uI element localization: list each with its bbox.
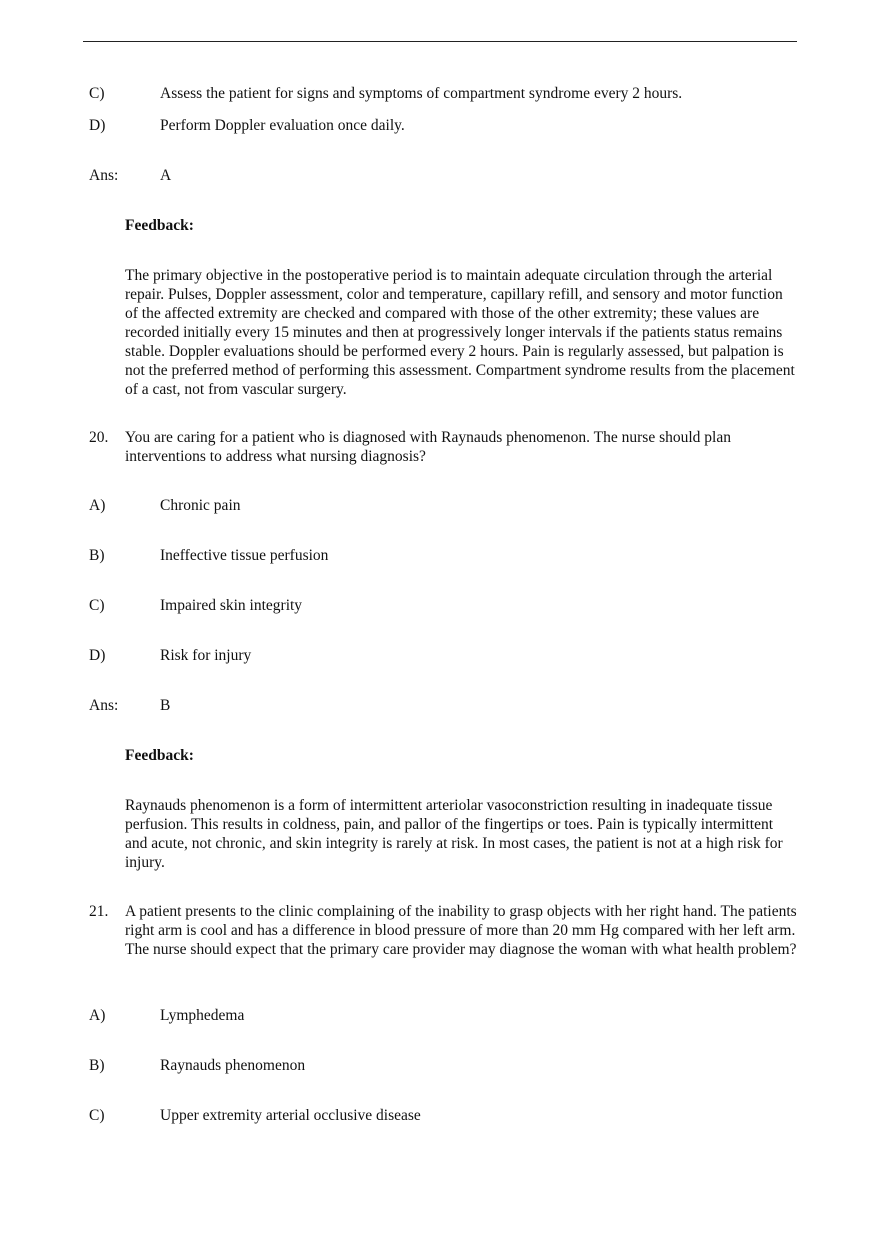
answer-value: B — [160, 697, 171, 714]
option-label: A) — [89, 1007, 106, 1024]
option-text: Perform Doppler evaluation once daily. — [160, 117, 405, 134]
option-label: A) — [89, 497, 106, 514]
answer-label: Ans: — [89, 167, 119, 184]
option-text: Impaired skin integrity — [160, 597, 303, 614]
answer-value: A — [160, 167, 172, 184]
option-label: C) — [89, 597, 105, 614]
answer-label: Ans: — [89, 697, 119, 714]
option-label: C) — [89, 1107, 105, 1124]
option-text: Lymphedema — [160, 1007, 245, 1024]
header-rule — [83, 41, 797, 42]
option-label: D) — [89, 117, 106, 134]
option-label: B) — [89, 547, 105, 564]
option-label: D) — [89, 647, 106, 664]
option-label: C) — [89, 85, 105, 102]
feedback-text: Raynauds phenomenon is a form of intermittent arteriolar vasoconstriction resulting in inadequate tissue perfusion. This results in coldness, pain, and pallor of the fingertips or toes. Pain is typically intermittent and acute, not chronic, and skin integrity is rarely at risk. In most cases, the patient is not at a high risk for injury. — [125, 797, 783, 871]
option-text: Chronic pain — [160, 497, 241, 514]
feedback-heading: Feedback: — [125, 217, 194, 234]
question-number: 20. — [89, 429, 109, 446]
question-text: You are caring for a patient who is diagnosed with Raynauds phenomenon. The nurse should plan interventions to address what nursing diagnosis? — [125, 429, 731, 465]
feedback-heading: Feedback: — [125, 747, 194, 764]
feedback-text: The primary objective in the postoperative period is to maintain adequate circulation through the arterial repair. Pulses, Doppler assessment, color and temperature, capillary refill, and sensory and motor function of the affected extremity are checked and compared with those of the other extremity; these values are recorded initially every 15 minutes and then at progressively longer intervals if the patients status remains stable. Doppler evaluations should be performed every 2 hours. Pain is regularly assessed, but palpation is not the preferred method of performing this assessment. Compartment syndrome results from the placement of a cast, not from vascular surgery. — [125, 267, 795, 398]
question-number: 21. — [89, 903, 109, 920]
question-text: A patient presents to the clinic complaining of the inability to grasp objects with her right hand. The patients right arm is cool and has a difference in blood pressure of more than 20 mm Hg compared with her left arm. The nurse should expect that the primary care provider may diagnose the woman with what health problem? — [125, 903, 797, 958]
option-text: Risk for injury — [160, 647, 252, 664]
option-text: Upper extremity arterial occlusive disease — [160, 1107, 421, 1124]
option-text: Raynauds phenomenon — [160, 1057, 306, 1074]
option-label: B) — [89, 1057, 105, 1074]
option-text: Ineffective tissue perfusion — [160, 547, 329, 564]
option-text: Assess the patient for signs and symptoms of compartment syndrome every 2 hours. — [160, 85, 683, 102]
